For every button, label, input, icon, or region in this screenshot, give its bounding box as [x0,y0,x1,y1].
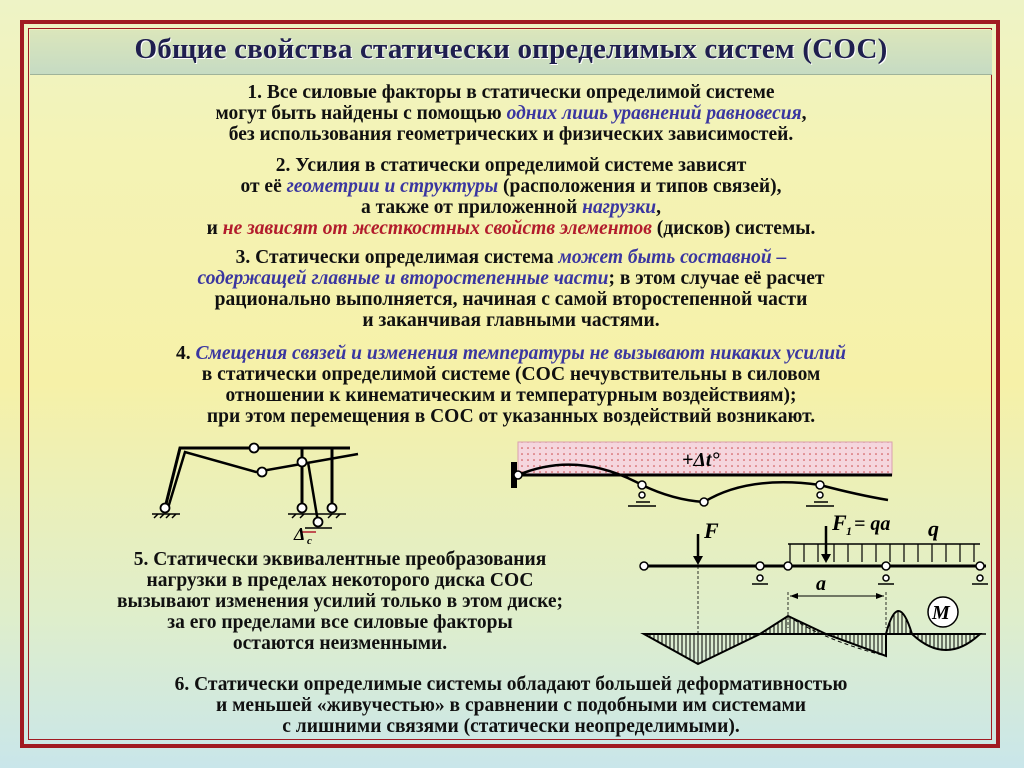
p3-text: 3. Статически определимая система [235,247,559,268]
p6-line2: и меньшей «живучестью» в сравнении с подобными им системами [216,695,806,716]
temperature-label: +Δt° [682,449,720,471]
property-3 [40,247,982,331]
p2-text: а также от приложенной [360,197,583,218]
force-F1-value: = qa [854,513,891,535]
p3-line4: и заканчивая главными частями. [362,310,660,331]
moment-M-label: M [932,602,950,624]
p1-punct: , [801,103,807,124]
delta-label: Δ [294,524,306,544]
p4-line1 [40,343,982,364]
p2-emphasis-load: нагрузки [582,197,657,218]
p4-number: 4. [176,343,196,364]
p5-line3: вызывают изменения усилий только в этом диске; [116,591,564,612]
frame-support-displacement-diagram [150,440,370,550]
p2-text: (дисков) системы. [651,218,816,239]
property-6 [40,674,982,737]
property-4 [40,343,982,427]
p2-line3 [40,197,982,218]
p5-line5: остаются неизменными. [232,633,448,654]
p4-emphasis: Смещения связей и изменения температуры не вызывают никаких усилий [195,343,846,364]
p2-line2 [40,176,982,197]
dimension-a-label: a [816,573,826,595]
load-q-label: q [928,516,939,541]
p2-punct: , [656,197,662,218]
p3-line1 [40,247,982,268]
force-F1-subscript: 1 [846,524,852,538]
p1-emphasis: одних лишь уравнений равновесия [506,103,802,124]
p1-line1: 1. Все силовые факторы в статически определимой системе [247,82,775,103]
p5-line2: нагрузки в пределах некоторого диска СОС [146,570,534,591]
p2-text: и [206,218,223,239]
p4-line2: в статически определимой системе (СОС нечувствительны в силовом [201,364,821,385]
p3-line2 [40,268,982,289]
p4-line4: при этом перемещения в СОС от указанных воздействий возникают. [206,406,816,427]
p5-line1: 5. Статически эквивалентные преобразования [133,549,547,570]
temperature-beam-diagram [508,440,896,516]
p2-line4 [40,218,982,239]
delta-subscript: c [307,535,312,547]
p4-line3: отношении к кинематическим и температурным воздействиям); [225,385,797,406]
property-1 [40,82,982,145]
p6-line3: с лишними связями (статически неопределимыми). [282,716,740,737]
p2-text: от её [240,176,287,197]
p2-emphasis-stiffness: не зависят от жесткостных свойств элементов [222,218,652,239]
p1-text: могут быть найдены с помощью [215,103,507,124]
force-F-label: F [704,518,719,543]
p2-text: (расположения и типов связей), [498,176,782,197]
property-2 [40,155,982,239]
equivalent-load-beam-diagram [640,510,996,666]
p6-line1: 6. Статически определимые системы обладают большей деформативностью [174,674,848,695]
p2-emphasis-geometry: геометрии и структуры [286,176,499,197]
p3-emphasis: может быть составной – [558,247,787,268]
p1-line3: без использования геометрических и физических зависимостей. [228,124,794,145]
force-F1-label: F [832,510,847,535]
p3-line3: рационально выполняется, начиная с самой второстепенной части [214,289,808,310]
p3-text: ; в этом случае её расчет [608,268,825,289]
p3-emphasis-parts: содержащей главные и второстепенные части [197,268,609,289]
p2-line1: 2. Усилия в статически определимой системе зависят [275,155,747,176]
property-5 [40,549,640,654]
p1-line2 [40,103,982,124]
p5-line4: за его пределами все силовые факторы [167,612,513,633]
page-title: Общие свойства статически определимых систем (СОС) [134,33,888,65]
